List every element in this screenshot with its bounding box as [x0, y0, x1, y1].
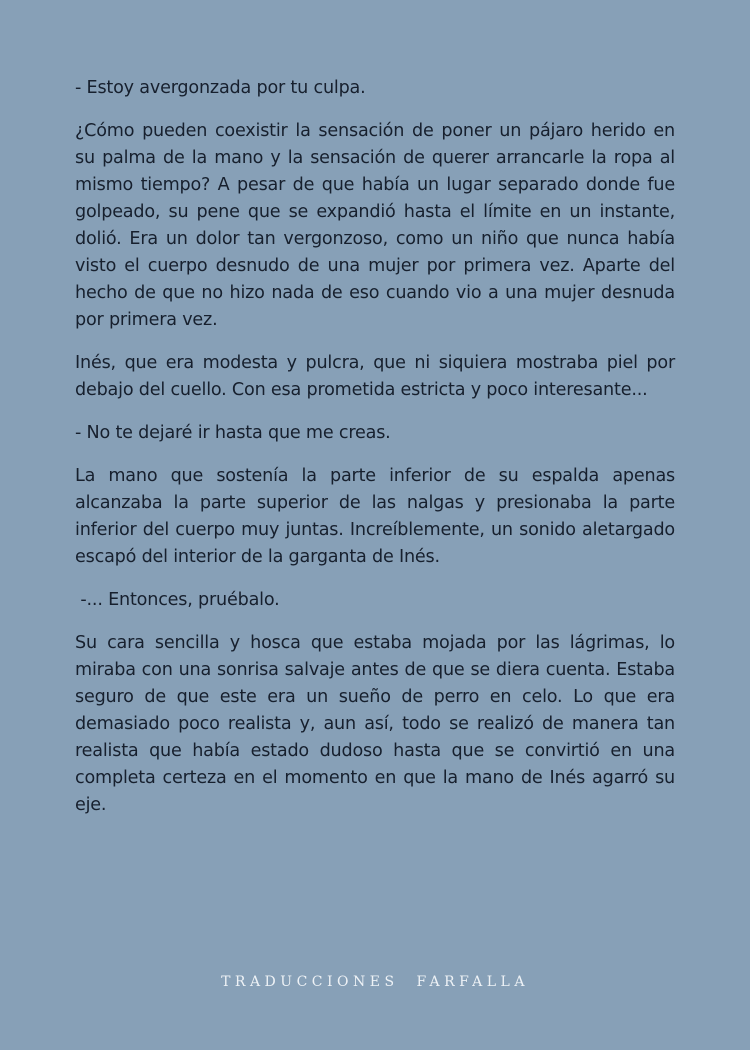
paragraph-dialogue-2: - No te dejaré ir hasta que me creas. — [75, 423, 391, 443]
paragraph-2: ¿Cómo pueden coexistir la sensación de poner un pájaro herido en su palma de la mano y la sensación de querer arrancarle la ropa al mismo tiempo? A pesar de que había un lugar separado donde fue golpeado, su pene que se expandió hasta el límite en un instante, dolió. Era un dolor tan vergonzoso, como un niño que nunca había visto el cuerpo desnudo de una mujer por primera vez. Aparte del hecho de que no hizo nada de eso cuando vio a una mujer desnuda por primera vez. — [75, 121, 675, 330]
paragraph-3: Inés, que era modesta y pulcra, que ni siquiera mostraba piel por debajo del cuello. Con esa prometida estricta y poco interesante... — [75, 353, 675, 400]
footer-credit: TRADUCCIONES FARFALLA — [221, 974, 529, 990]
paragraph-dialogue-1: - Estoy avergonzada por tu culpa. — [75, 78, 366, 98]
paragraph-5: La mano que sostenía la parte inferior de su espalda apenas alcanzaba la parte superior de las nalgas y presionaba la parte inferior del cuerpo muy juntas. Increíblemente, un sonido aletargado escapó del interior de la garganta de Inés. — [75, 466, 675, 567]
paragraph-dialogue-3: -... Entonces, pruébalo. — [75, 590, 280, 610]
paragraph-7: Su cara sencilla y hosca que estaba mojada por las lágrimas, lo miraba con una sonrisa salvaje antes de que se diera cuenta. Estaba seguro de que este era un sueño de perro en celo. Lo que era demasiado poco realista y, aun así, todo se realizó de manera tan realista que había estado dudoso hasta que se convirtió en una completa certeza en el momento en que la mano de Inés agarró su eje. — [75, 633, 675, 815]
body-text — [75, 75, 675, 835]
